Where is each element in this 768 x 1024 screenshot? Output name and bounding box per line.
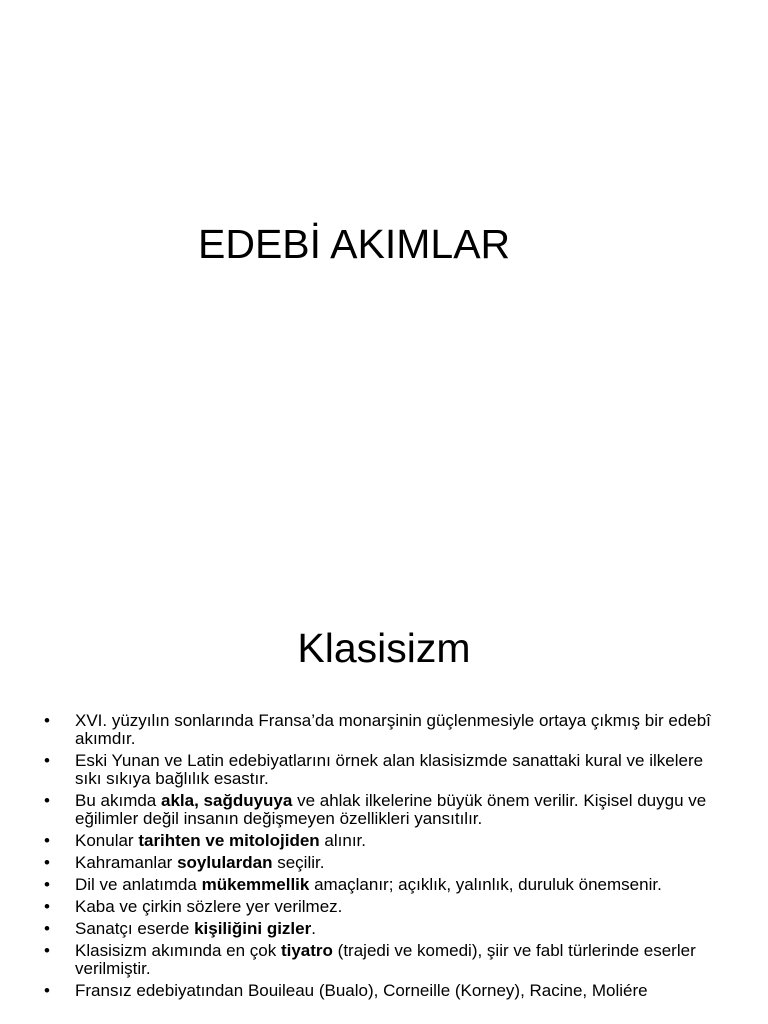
bullet-emphasis: tarihten ve mitolojiden — [138, 831, 320, 850]
bullet-icon: • — [44, 875, 50, 894]
bullet-icon: • — [44, 751, 50, 770]
bullet-emphasis: akla, sağduyuya — [161, 791, 293, 810]
bullet-icon: • — [44, 831, 50, 850]
bullet-icon: • — [44, 853, 50, 872]
bullet-text: ve ahlak ilkelerine büyük önem verilir. Kişisel duygu ve eğilimler değil insanın değişmeyen özellikleri yansıtılır. — [75, 791, 707, 828]
bullet-icon: • — [44, 981, 50, 1000]
slide-klasisizm — [0, 580, 768, 1024]
list-item — [0, 792, 768, 828]
bullet-icon: • — [44, 791, 50, 810]
bullet-icon: • — [44, 711, 50, 730]
list-item — [0, 920, 768, 938]
bullet-text: Kaba ve çirkin sözlere yer verilmez. — [75, 897, 343, 916]
bullet-icon: • — [44, 919, 50, 938]
bullet-text: Dil ve anlatımda — [75, 875, 202, 894]
list-item — [0, 832, 768, 850]
bullet-emphasis: soylulardan — [177, 853, 273, 872]
bullet-text: Konular — [75, 831, 139, 850]
list-item — [0, 752, 768, 788]
bullet-icon: • — [44, 941, 50, 960]
list-item — [0, 982, 768, 1000]
bullet-text: Eski Yunan ve Latin edebiyatlarını örnek alan klasisizmde sanattaki kural ve ilkelere sıkı sıkıya bağlılık esastır. — [75, 751, 704, 788]
slide-title: Klasisizm — [297, 625, 471, 671]
list-item — [0, 876, 768, 894]
presentation-title: EDEBİ AKIMLAR — [198, 221, 511, 267]
bullet-text: Sanatçı eserde — [75, 919, 195, 938]
bullet-text: seçilir. — [272, 853, 325, 872]
bullet-emphasis: kişiliğini gizler — [194, 919, 312, 938]
bullet-text: Bu akımda — [75, 791, 161, 810]
bullet-text: XVI. yüzyılın sonlarında Fransa’da monarşinin güçlenmesiyle ortaya çıkmış bir edebî akımdır. — [75, 711, 711, 748]
bullet-text: Kahramanlar — [75, 853, 178, 872]
bullet-text: . — [311, 919, 316, 938]
list-item — [0, 942, 768, 978]
bullet-emphasis: tiyatro — [280, 941, 333, 960]
list-item — [0, 854, 768, 872]
bullet-list — [0, 712, 768, 1004]
list-item — [0, 898, 768, 916]
bullet-text: Klasisizm akımında en çok — [75, 941, 281, 960]
bullet-text: alınır. — [319, 831, 366, 850]
bullet-text: (trajedi ve komedi), şiir ve fabl türlerinde eserler verilmiştir. — [75, 941, 696, 978]
bullet-emphasis: mükemmellik — [201, 875, 310, 894]
list-item — [0, 712, 768, 748]
bullet-text: amaçlanır; açıklık, yalınlık, duruluk önemsenir. — [309, 875, 662, 894]
bullet-text: Fransız edebiyatından Bouileau (Bualo), Corneille (Korney), Racine, Moliére — [75, 981, 648, 1000]
bullet-icon: • — [44, 897, 50, 916]
